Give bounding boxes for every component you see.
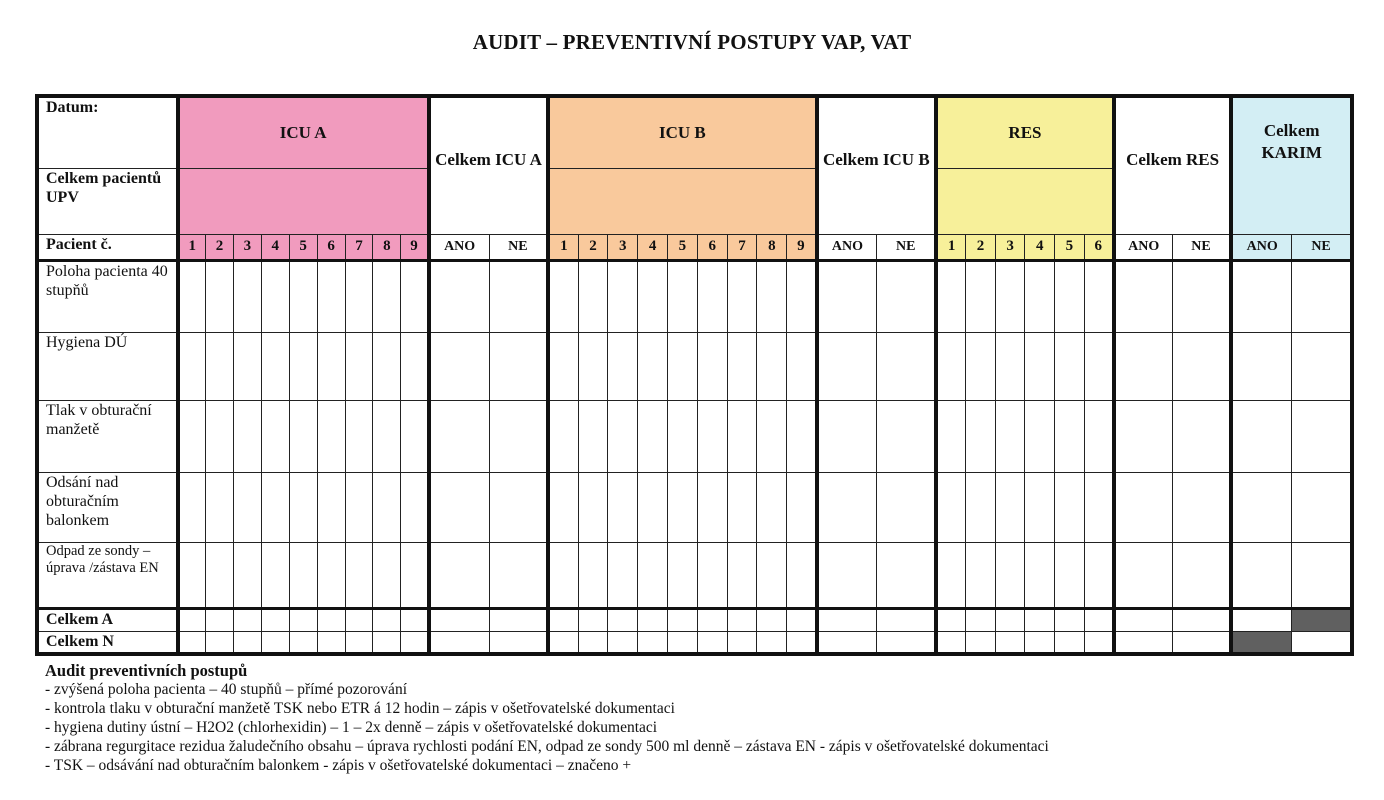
audit-cell[interactable] [936, 260, 966, 332]
icu-a-header: ICU A [178, 96, 429, 168]
celkem-upv-label: Celkem pacientů UPV [37, 168, 178, 234]
icu-b-header: ICU B [548, 96, 816, 168]
audit-cell[interactable] [233, 608, 261, 631]
audit-cell[interactable] [289, 332, 317, 400]
celkem-karim-header: Celkem KARIM [1231, 96, 1352, 234]
audit-cell[interactable] [877, 542, 936, 608]
audit-cell[interactable] [817, 542, 877, 608]
audit-cell[interactable] [373, 608, 401, 631]
audit-cell[interactable] [697, 400, 727, 472]
audit-cell[interactable] [261, 332, 289, 400]
audit-cell[interactable] [548, 542, 578, 608]
audit-table [35, 94, 1354, 656]
audit-cell[interactable] [1231, 608, 1291, 631]
audit-cell[interactable] [345, 631, 373, 654]
audit-cell[interactable] [1025, 472, 1055, 542]
audit-cell[interactable] [578, 472, 608, 542]
audit-cell[interactable] [787, 332, 817, 400]
patient-number: 9 [787, 234, 817, 260]
audit-cell[interactable] [727, 332, 757, 400]
legend-item: - TSK – odsávání nad obturačním balonkem - zápis v ošetřovatelské dokumentaci – značeno + [45, 757, 632, 774]
row-label: Tlak v obturační manžetě [37, 400, 178, 472]
audit-cell[interactable] [638, 542, 668, 608]
audit-cell[interactable] [317, 542, 345, 608]
audit-cell[interactable] [1055, 400, 1085, 472]
audit-cell[interactable] [757, 260, 787, 332]
audit-cell[interactable] [206, 472, 234, 542]
audit-cell[interactable] [668, 472, 698, 542]
audit-cell[interactable] [401, 542, 429, 608]
audit-cell[interactable] [966, 400, 996, 472]
audit-cell[interactable] [787, 542, 817, 608]
audit-cell[interactable] [401, 608, 429, 631]
audit-cell[interactable] [727, 631, 757, 654]
audit-cell[interactable] [1084, 260, 1114, 332]
audit-cell[interactable] [233, 400, 261, 472]
ano-label: ANO [1114, 234, 1172, 260]
celkem-icu-b-header: Celkem ICU B [817, 96, 937, 234]
audit-cell[interactable] [877, 631, 936, 654]
patient-number: 4 [261, 234, 289, 260]
audit-cell[interactable] [1084, 332, 1114, 400]
icu-a-upv-input[interactable] [178, 168, 429, 234]
audit-cell[interactable] [206, 400, 234, 472]
audit-cell[interactable] [178, 631, 206, 654]
audit-cell[interactable] [1055, 260, 1085, 332]
audit-cell[interactable] [727, 260, 757, 332]
legend-item: - kontrola tlaku v obturační manžetě TSK nebo ETR á 12 hodin – zápis v ošetřovatelské dokumentaci [45, 700, 675, 717]
audit-cell[interactable] [1055, 631, 1085, 654]
audit-cell[interactable] [697, 260, 727, 332]
audit-cell[interactable] [1231, 542, 1291, 608]
audit-cell[interactable] [401, 332, 429, 400]
audit-cell[interactable] [1055, 472, 1085, 542]
audit-cell[interactable] [289, 608, 317, 631]
audit-cell[interactable] [936, 400, 966, 472]
audit-cell[interactable] [1055, 608, 1085, 631]
legend [45, 661, 1365, 775]
datum-label: Datum: [37, 96, 178, 168]
legend-title: Audit preventivních postupů [45, 661, 248, 680]
audit-cell[interactable] [317, 472, 345, 542]
audit-cell[interactable] [1292, 332, 1352, 400]
audit-cell[interactable] [206, 631, 234, 654]
audit-cell[interactable] [668, 400, 698, 472]
audit-cell[interactable] [697, 631, 727, 654]
audit-cell[interactable] [787, 400, 817, 472]
audit-cell[interactable] [1025, 400, 1055, 472]
audit-cell[interactable] [233, 542, 261, 608]
audit-cell[interactable] [668, 260, 698, 332]
patient-number: 6 [697, 234, 727, 260]
audit-cell[interactable] [578, 608, 608, 631]
audit-cell[interactable] [936, 542, 966, 608]
audit-cell[interactable] [261, 631, 289, 654]
audit-cell[interactable] [608, 631, 638, 654]
audit-cell[interactable] [289, 542, 317, 608]
audit-cell[interactable] [289, 631, 317, 654]
audit-cell[interactable] [638, 472, 668, 542]
audit-cell[interactable] [668, 608, 698, 631]
audit-cell[interactable] [787, 472, 817, 542]
audit-cell[interactable] [877, 472, 936, 542]
audit-cell[interactable] [345, 332, 373, 400]
audit-cell[interactable] [697, 332, 727, 400]
ano-label: ANO [1231, 234, 1291, 260]
audit-cell[interactable] [1084, 631, 1114, 654]
audit-cell[interactable] [966, 332, 996, 400]
audit-cell[interactable] [548, 260, 578, 332]
audit-cell[interactable] [1084, 542, 1114, 608]
audit-cell[interactable] [995, 631, 1025, 654]
audit-cell[interactable] [1114, 400, 1172, 472]
audit-cell[interactable] [261, 608, 289, 631]
ne-label: NE [1292, 234, 1352, 260]
audit-cell[interactable] [1292, 472, 1352, 542]
audit-cell[interactable] [317, 608, 345, 631]
audit-cell[interactable] [1172, 260, 1231, 332]
audit-cell[interactable] [817, 631, 877, 654]
audit-cell[interactable] [1084, 400, 1114, 472]
audit-cell[interactable] [578, 332, 608, 400]
audit-cell[interactable] [1055, 542, 1085, 608]
audit-cell[interactable] [877, 608, 936, 631]
patient-number: 8 [373, 234, 401, 260]
audit-cell[interactable] [233, 472, 261, 542]
patient-number: 3 [608, 234, 638, 260]
audit-cell[interactable] [489, 631, 548, 654]
page-title: AUDIT – PREVENTIVNÍ POSTUPY VAP, VAT [472, 30, 912, 54]
audit-cell[interactable] [317, 400, 345, 472]
audit-cell[interactable] [317, 631, 345, 654]
audit-cell[interactable] [877, 332, 936, 400]
audit-cell[interactable] [429, 472, 489, 542]
patient-number: 7 [727, 234, 757, 260]
audit-cell[interactable] [261, 472, 289, 542]
audit-cell[interactable] [966, 472, 996, 542]
audit-cell[interactable] [345, 260, 373, 332]
audit-cell[interactable] [638, 332, 668, 400]
audit-cell[interactable] [757, 400, 787, 472]
audit-cell[interactable] [787, 608, 817, 631]
audit-cell[interactable] [877, 260, 936, 332]
audit-cell[interactable] [638, 631, 668, 654]
audit-cell[interactable] [1231, 400, 1291, 472]
icu-b-upv-input[interactable] [548, 168, 816, 234]
audit-cell[interactable] [966, 542, 996, 608]
celkem-res-header: Celkem RES [1114, 96, 1231, 234]
audit-cell[interactable] [936, 332, 966, 400]
audit-cell[interactable] [757, 332, 787, 400]
audit-cell[interactable] [429, 400, 489, 472]
audit-cell[interactable] [1231, 332, 1291, 400]
audit-cell[interactable] [936, 631, 966, 654]
audit-cell[interactable] [697, 542, 727, 608]
audit-cell[interactable] [608, 472, 638, 542]
audit-cell[interactable] [668, 542, 698, 608]
audit-cell[interactable] [817, 608, 877, 631]
audit-cell[interactable] [373, 631, 401, 654]
audit-cell[interactable] [429, 631, 489, 654]
audit-cell[interactable] [817, 260, 877, 332]
audit-cell[interactable] [1231, 472, 1291, 542]
audit-cell[interactable] [373, 542, 401, 608]
audit-cell[interactable] [1292, 260, 1352, 332]
audit-cell[interactable] [817, 400, 877, 472]
audit-cell[interactable] [1172, 332, 1231, 400]
audit-cell[interactable] [936, 608, 966, 631]
audit-cell[interactable] [1172, 608, 1231, 631]
audit-cell[interactable] [289, 400, 317, 472]
audit-cell[interactable] [178, 608, 206, 631]
audit-cell[interactable] [966, 631, 996, 654]
audit-cell[interactable] [578, 260, 608, 332]
patient-number: 3 [995, 234, 1025, 260]
patient-number: 6 [317, 234, 345, 260]
audit-cell[interactable] [787, 631, 817, 654]
audit-cell[interactable] [489, 472, 548, 542]
audit-cell[interactable] [548, 608, 578, 631]
audit-cell[interactable] [373, 400, 401, 472]
patient-number: 5 [289, 234, 317, 260]
row-label: Odsání nad obturačním balonkem [37, 472, 178, 542]
audit-cell[interactable] [697, 472, 727, 542]
audit-cell[interactable] [638, 260, 668, 332]
audit-cell[interactable] [261, 542, 289, 608]
audit-cell[interactable] [548, 332, 578, 400]
audit-cell[interactable] [877, 400, 936, 472]
audit-cell[interactable] [1292, 608, 1352, 631]
row-label: Celkem N [37, 631, 178, 654]
audit-cell[interactable] [345, 472, 373, 542]
audit-cell[interactable] [548, 631, 578, 654]
audit-cell[interactable] [429, 542, 489, 608]
audit-cell[interactable] [1025, 260, 1055, 332]
audit-cell[interactable] [817, 472, 877, 542]
audit-cell[interactable] [289, 260, 317, 332]
audit-cell[interactable] [489, 260, 548, 332]
audit-cell[interactable] [345, 608, 373, 631]
legend-item: - zábrana regurgitace rezidua žaludečního obsahu – úprava rychlosti podání EN, odpad ze sondy 500 ml denně – zástava EN - zápis v ošetřovatelské dokumentaci [45, 738, 1049, 755]
patient-number: 1 [178, 234, 206, 260]
audit-cell[interactable] [373, 332, 401, 400]
audit-cell[interactable] [1172, 472, 1231, 542]
ano-label: ANO [429, 234, 489, 260]
audit-cell[interactable] [178, 542, 206, 608]
audit-cell[interactable] [261, 260, 289, 332]
audit-cell[interactable] [757, 631, 787, 654]
audit-cell[interactable] [1172, 542, 1231, 608]
audit-cell[interactable] [233, 260, 261, 332]
audit-cell[interactable] [608, 260, 638, 332]
audit-cell[interactable] [1172, 400, 1231, 472]
row-label: Celkem A [37, 608, 178, 631]
audit-cell[interactable] [373, 260, 401, 332]
audit-cell[interactable] [317, 332, 345, 400]
audit-cell[interactable] [727, 542, 757, 608]
audit-cell[interactable] [608, 332, 638, 400]
audit-cell[interactable] [668, 631, 698, 654]
ne-label: NE [877, 234, 936, 260]
audit-cell[interactable] [345, 542, 373, 608]
patient-number: 2 [206, 234, 234, 260]
audit-cell[interactable] [995, 400, 1025, 472]
ne-label: NE [489, 234, 548, 260]
audit-cell[interactable] [489, 542, 548, 608]
audit-cell[interactable] [727, 400, 757, 472]
audit-cell[interactable] [1084, 608, 1114, 631]
audit-cell[interactable] [1114, 260, 1172, 332]
audit-cell[interactable] [1114, 332, 1172, 400]
legend-item: - zvýšená poloha pacienta – 40 stupňů – přímé pozorování [45, 681, 407, 698]
audit-cell[interactable] [489, 400, 548, 472]
audit-cell[interactable] [1025, 631, 1055, 654]
audit-cell[interactable] [1114, 608, 1172, 631]
row-label: Hygiena DÚ [37, 332, 178, 400]
audit-cell[interactable] [1172, 631, 1231, 654]
audit-cell[interactable] [233, 332, 261, 400]
audit-cell[interactable] [401, 260, 429, 332]
audit-cell[interactable] [548, 400, 578, 472]
audit-cell[interactable] [548, 472, 578, 542]
audit-cell[interactable] [178, 472, 206, 542]
audit-cell[interactable] [995, 260, 1025, 332]
audit-cell[interactable] [1231, 260, 1291, 332]
row-label: Odpad ze sondy – úprava /zástava EN [37, 542, 178, 608]
audit-cell[interactable] [727, 608, 757, 631]
audit-cell[interactable] [489, 608, 548, 631]
res-header: RES [936, 96, 1114, 168]
audit-cell[interactable] [1084, 472, 1114, 542]
audit-cell[interactable] [178, 260, 206, 332]
audit-cell[interactable] [638, 400, 668, 472]
audit-cell[interactable] [345, 400, 373, 472]
ne-label: NE [1172, 234, 1231, 260]
audit-cell[interactable] [261, 400, 289, 472]
audit-cell[interactable] [608, 542, 638, 608]
res-upv-input[interactable] [936, 168, 1114, 234]
audit-cell[interactable] [757, 472, 787, 542]
audit-cell[interactable] [757, 542, 787, 608]
patient-number: 1 [548, 234, 578, 260]
audit-cell[interactable] [757, 608, 787, 631]
patient-number: 7 [345, 234, 373, 260]
celkem-icu-a-header: Celkem ICU A [429, 96, 549, 234]
audit-cell[interactable] [787, 260, 817, 332]
audit-cell[interactable] [429, 332, 489, 400]
audit-cell[interactable] [429, 260, 489, 332]
audit-cell[interactable] [936, 472, 966, 542]
audit-cell[interactable] [727, 472, 757, 542]
audit-cell[interactable] [289, 472, 317, 542]
audit-cell[interactable] [1114, 472, 1172, 542]
audit-cell[interactable] [429, 608, 489, 631]
audit-cell[interactable] [1114, 542, 1172, 608]
audit-cell[interactable] [489, 332, 548, 400]
audit-cell[interactable] [1025, 332, 1055, 400]
patient-number: 2 [966, 234, 996, 260]
audit-cell[interactable] [206, 608, 234, 631]
audit-cell[interactable] [317, 260, 345, 332]
audit-cell[interactable] [578, 542, 608, 608]
audit-cell[interactable] [206, 542, 234, 608]
audit-cell[interactable] [817, 332, 877, 400]
patient-number: 4 [638, 234, 668, 260]
audit-cell[interactable] [697, 608, 727, 631]
patient-number: 5 [668, 234, 698, 260]
audit-cell[interactable] [233, 631, 261, 654]
audit-cell[interactable] [668, 332, 698, 400]
row-label: Poloha pacienta 40 stupňů [37, 260, 178, 332]
audit-cell[interactable] [373, 472, 401, 542]
audit-cell[interactable] [995, 608, 1025, 631]
audit-cell[interactable] [401, 472, 429, 542]
ano-label: ANO [817, 234, 877, 260]
audit-cell[interactable] [995, 542, 1025, 608]
audit-cell[interactable] [995, 332, 1025, 400]
audit-cell[interactable] [401, 400, 429, 472]
patient-number: 4 [1025, 234, 1055, 260]
audit-cell[interactable] [178, 332, 206, 400]
audit-cell[interactable] [1292, 400, 1352, 472]
audit-cell[interactable] [1114, 631, 1172, 654]
patient-number: 3 [233, 234, 261, 260]
audit-cell[interactable] [578, 400, 608, 472]
audit-cell[interactable] [966, 260, 996, 332]
audit-cell[interactable] [178, 400, 206, 472]
patient-number: 1 [936, 234, 966, 260]
patient-number: 8 [757, 234, 787, 260]
audit-cell[interactable] [206, 260, 234, 332]
legend-item: - hygiena dutiny ústní – H2O2 (chlorhexidin) – 1 – 2x denně – zápis v ošetřovatelské dokumentaci [45, 719, 658, 736]
patient-number: 9 [401, 234, 429, 260]
patient-number: 2 [578, 234, 608, 260]
audit-cell[interactable] [206, 332, 234, 400]
pacient-label: Pacient č. [37, 234, 178, 260]
audit-cell[interactable] [638, 608, 668, 631]
audit-cell[interactable] [1292, 542, 1352, 608]
audit-cell[interactable] [1231, 631, 1291, 654]
audit-cell[interactable] [1025, 608, 1055, 631]
audit-cell[interactable] [578, 631, 608, 654]
audit-cell[interactable] [966, 608, 996, 631]
audit-cell[interactable] [608, 608, 638, 631]
audit-cell[interactable] [401, 631, 429, 654]
patient-number: 5 [1055, 234, 1085, 260]
audit-cell[interactable] [1292, 631, 1352, 654]
audit-cell[interactable] [1025, 542, 1055, 608]
audit-cell[interactable] [995, 472, 1025, 542]
audit-cell[interactable] [1055, 332, 1085, 400]
audit-cell[interactable] [608, 400, 638, 472]
patient-number: 6 [1084, 234, 1114, 260]
